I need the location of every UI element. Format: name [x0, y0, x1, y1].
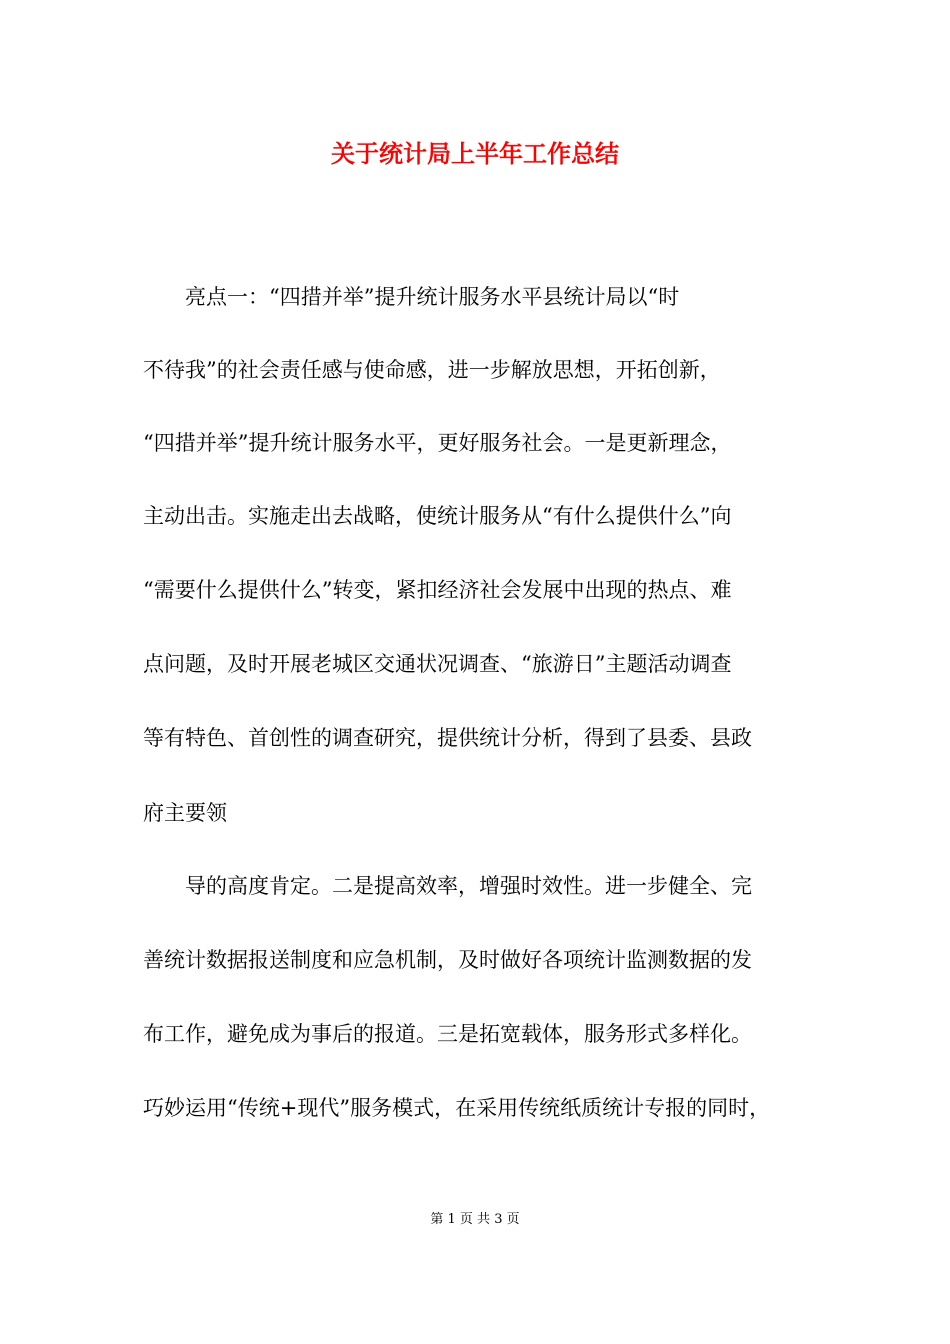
body-line: 亮点一：“四措并举”提升统计服务水平县统计局以“时: [143, 285, 680, 309]
body-line: 布工作，避免成为事后的报道。三是拓宽载体，服务形式多样化。: [143, 1022, 752, 1046]
document-title: 关于统计局上半年工作总结: [331, 139, 619, 168]
body-line: 主动出击。实施走出去战略，使统计服务从“有什么提供什么”向: [143, 504, 732, 528]
body-line: “四措并举”提升统计服务水平，更好服务社会。一是更新理念，: [143, 431, 732, 455]
body-line: 导的高度肯定。二是提高效率，增强时效性。进一步健全、完: [143, 874, 752, 898]
body-line: “需要什么提供什么”转变，紧扣经济社会发展中出现的热点、难: [143, 578, 732, 602]
body-line: 等有特色、首创性的调查研究，提供统计分析，得到了县委、县政: [143, 726, 752, 750]
body-line: 点问题，及时开展老城区交通状况调查、“旅游日”主题活动调查: [143, 652, 732, 676]
body-line: 府主要领: [143, 801, 227, 825]
page-number-footer: 第 1 页 共 3 页: [430, 1212, 520, 1227]
body-line: 不待我”的社会责任感与使命感，进一步解放思想，开拓创新，: [143, 358, 721, 382]
body-line: 善统计数据报送制度和应急机制，及时做好各项统计监测数据的发: [143, 948, 752, 972]
body-line: 巧妙运用“传统+现代”服务模式，在采用传统纸质统计专报的同时，: [143, 1096, 771, 1120]
